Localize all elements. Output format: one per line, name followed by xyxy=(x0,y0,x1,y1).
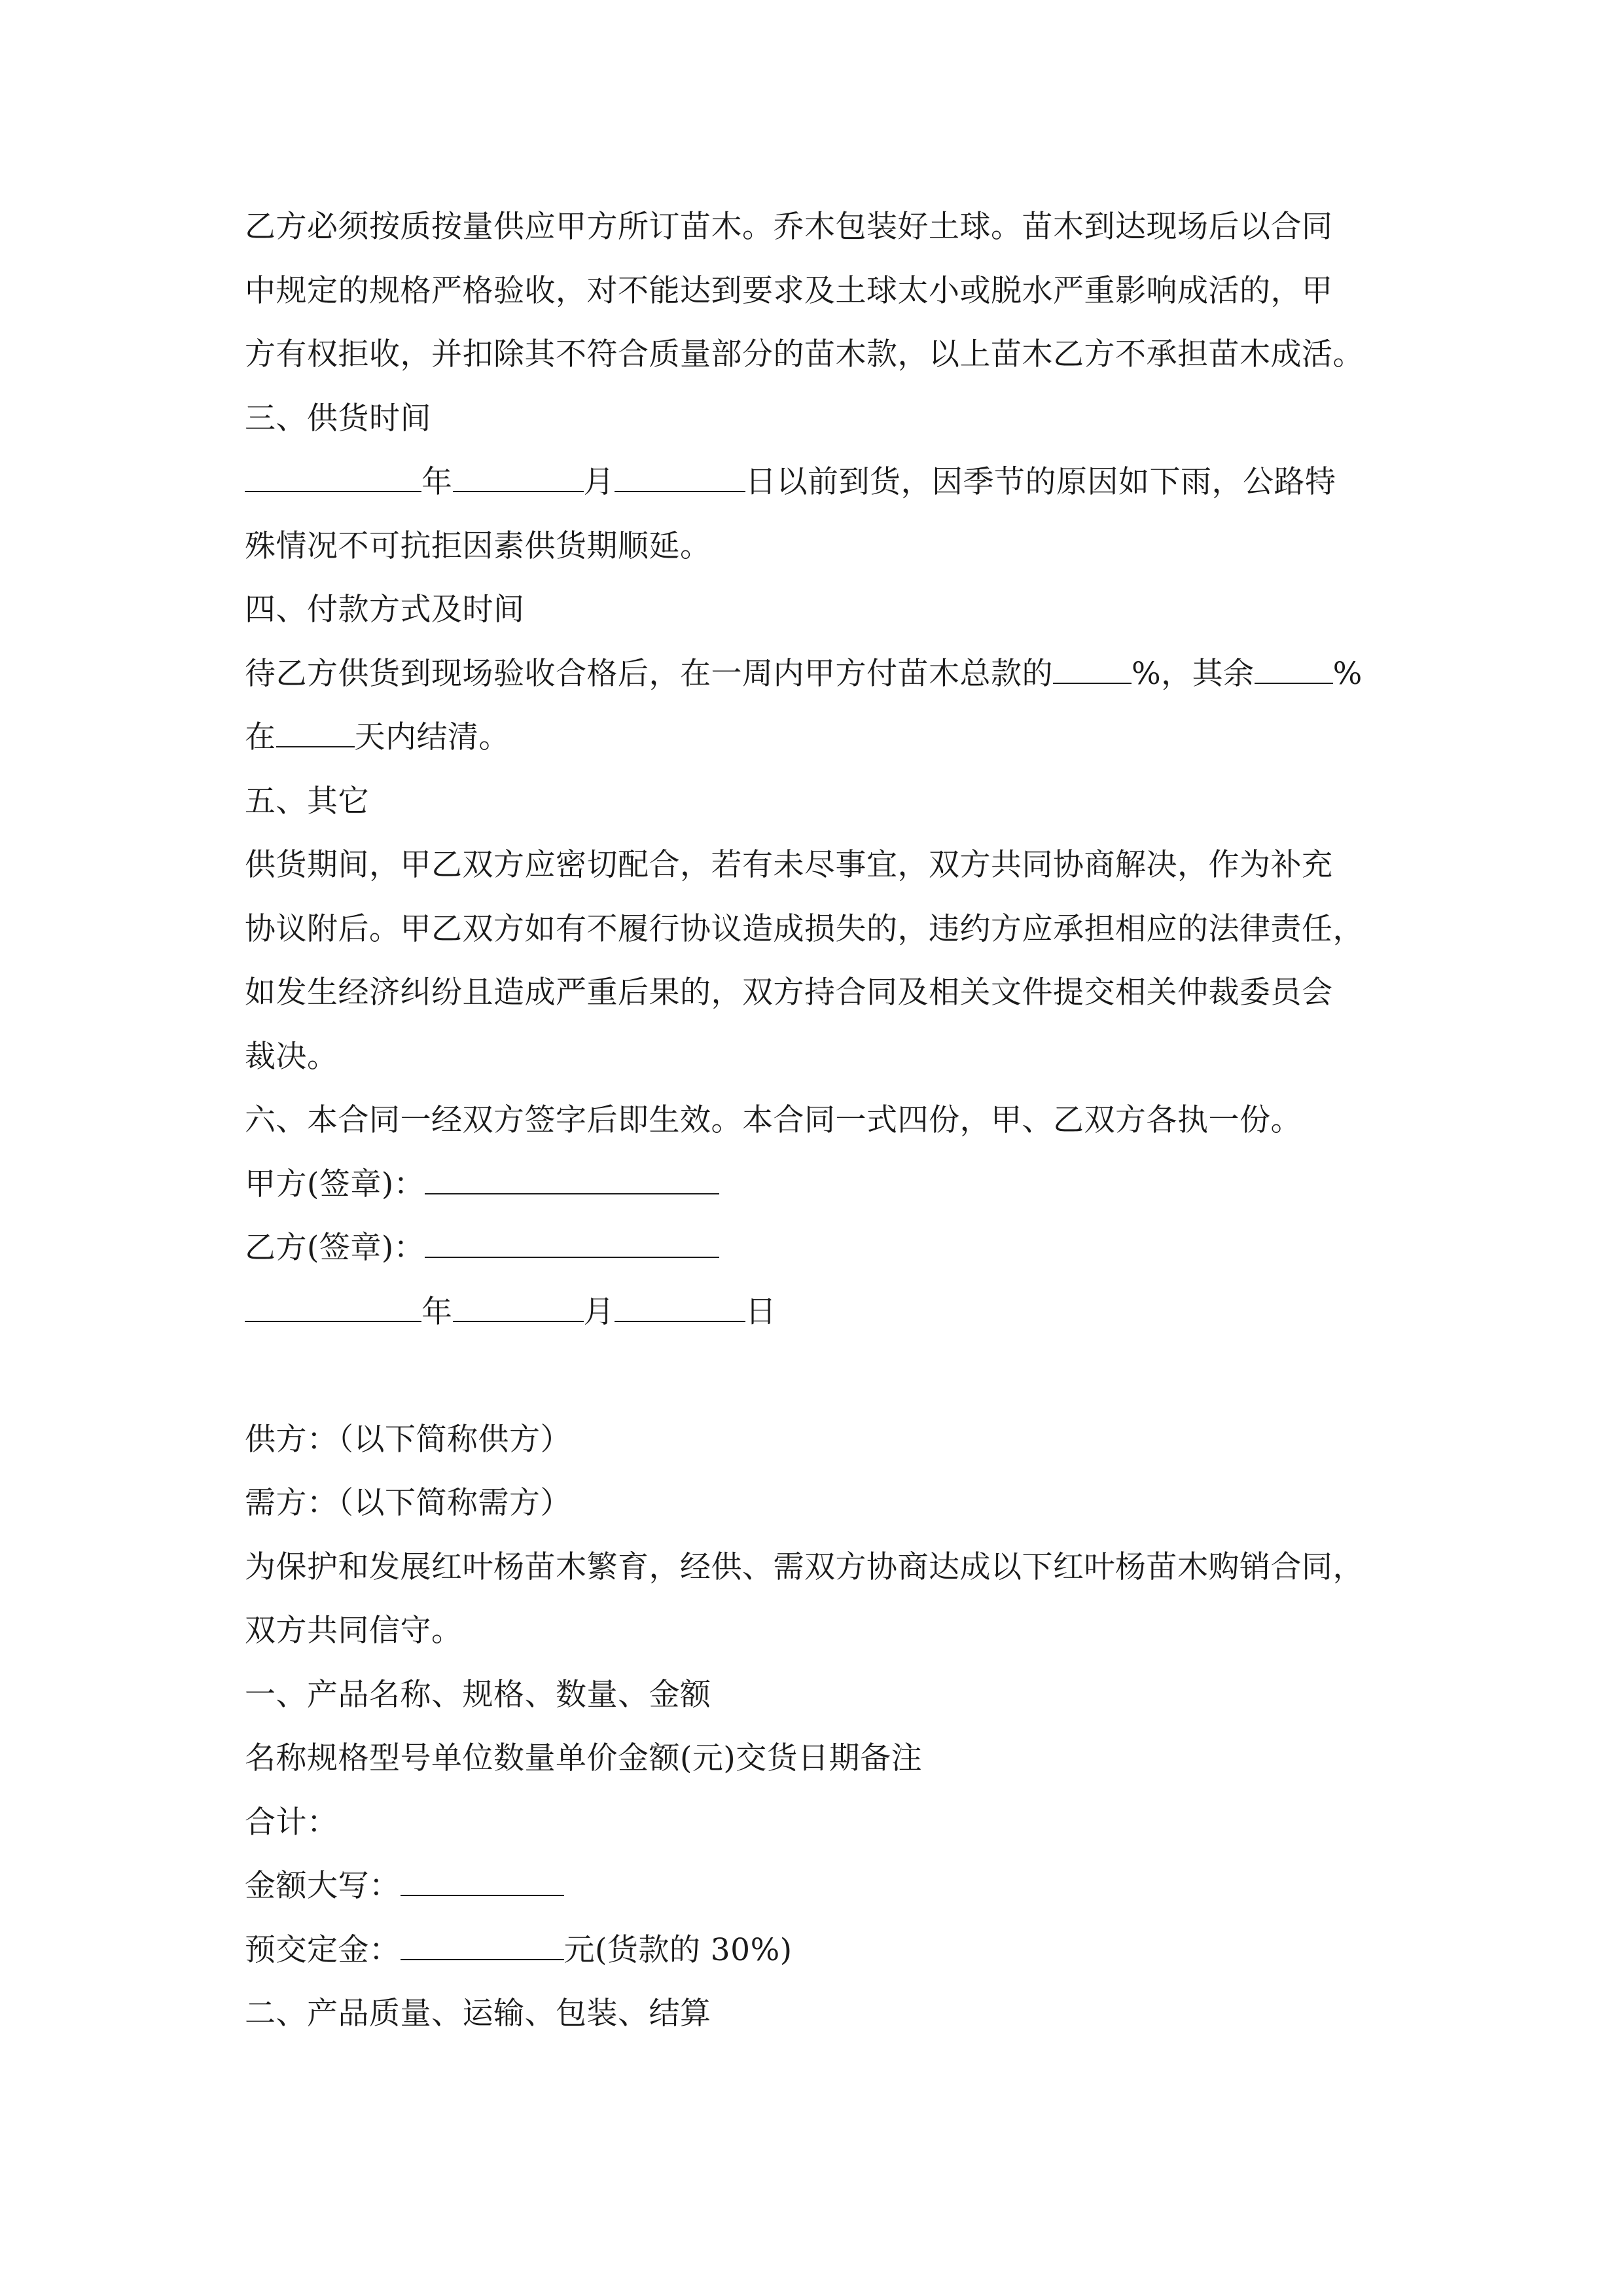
signature-field[interactable] xyxy=(425,1230,719,1258)
paragraph-line: 协议附后。甲乙双方如有不履行协议造成损失的，违约方应承担相应的法律责任， xyxy=(245,910,1364,947)
deposit-line xyxy=(245,1918,1397,1982)
blank-field[interactable] xyxy=(1255,656,1333,684)
buyer-line: 需方：（以下简称需方） xyxy=(245,1485,571,1521)
amount-uppercase-line xyxy=(245,1854,1397,1918)
paragraph-line: 乙方必须按质按量供应甲方所订苗木。乔木包装好土球。苗木到达现场后以合同 xyxy=(245,209,1333,245)
blank-field[interactable] xyxy=(615,465,745,492)
payment-line xyxy=(245,706,1397,770)
payment-text: 在 xyxy=(245,719,276,755)
deposit-label: 预交定金： xyxy=(245,1931,401,1968)
section-heading: 三、供货时间 xyxy=(245,400,431,437)
section-heading: 二、产品质量、运输、包装、结算 xyxy=(245,1996,711,2032)
payment-text: %，其余 xyxy=(1132,655,1255,692)
document-page xyxy=(245,195,1397,2046)
paragraph-line: 双方共同信守。 xyxy=(245,1613,463,1649)
section-heading: 一、产品名称、规格、数量、金额 xyxy=(245,1676,711,1713)
day-label: 日 xyxy=(745,1293,777,1330)
deposit-suffix: 元(货款的 30%) xyxy=(563,1931,793,1968)
payment-line xyxy=(245,642,1397,706)
signature-line-party-a xyxy=(245,1153,1397,1217)
delivery-date-line xyxy=(245,450,1397,514)
blank-field[interactable] xyxy=(276,720,355,747)
section-heading: 五、其它 xyxy=(245,783,369,819)
payment-text: 待乙方供货到现场验收合格后，在一周内甲方付苗木总款的 xyxy=(245,655,1053,692)
delivery-text: 日以前到货，因季节的原因如下雨，公路特 xyxy=(745,464,1336,500)
signature-date-line xyxy=(245,1280,1397,1344)
blank-field[interactable] xyxy=(453,465,584,492)
blank-field[interactable] xyxy=(615,1295,745,1322)
paragraph-line: 如发生经济纠纷且造成严重后果的，双方持合同及相关文件提交相关仲裁委员会 xyxy=(245,975,1333,1011)
paragraph-line: 裁决。 xyxy=(245,1038,338,1075)
blank-field[interactable] xyxy=(453,1295,584,1322)
signature-field[interactable] xyxy=(425,1167,719,1194)
signature-line-party-b xyxy=(245,1216,1397,1280)
blank-field[interactable] xyxy=(245,465,421,492)
payment-text: 天内结清。 xyxy=(354,719,510,755)
paragraph-line: 殊情况不可抗拒因素供货期顺延。 xyxy=(245,528,711,564)
month-label: 月 xyxy=(583,464,615,500)
table-header-line: 名称规格型号单位数量单价金额(元)交货日期备注 xyxy=(245,1740,923,1776)
paragraph-line: 六、本合同一经双方签字后即生效。本合同一式四份，甲、乙双方各执一份。 xyxy=(245,1102,1302,1138)
section-heading: 四、付款方式及时间 xyxy=(245,592,525,628)
party-a-label: 甲方(签章)： xyxy=(245,1166,425,1202)
spacer xyxy=(245,1344,1397,1408)
supplier-line: 供方：（以下简称供方） xyxy=(245,1421,571,1458)
blank-field[interactable] xyxy=(401,1869,564,1896)
paragraph-line: 供货期间，甲乙双方应密切配合，若有未尽事宜，双方共同协商解决，作为补充 xyxy=(245,847,1333,883)
blank-field[interactable] xyxy=(401,1933,564,1960)
paragraph-line: 中规定的规格严格验收，对不能达到要求及土球太小或脱水严重影响成活的，甲 xyxy=(245,272,1333,309)
blank-field[interactable] xyxy=(1053,656,1132,684)
total-line: 合计： xyxy=(245,1804,338,1840)
payment-text: % xyxy=(1332,655,1363,692)
month-label: 月 xyxy=(583,1293,615,1330)
paragraph-line: 为保护和发展红叶杨苗木繁育，经供、需双方协商达成以下红叶杨苗木购销合同， xyxy=(245,1549,1364,1585)
paragraph-line: 方有权拒收，并扣除其不符合质量部分的苗木款，以上苗木乙方不承担苗木成活。 xyxy=(245,336,1364,372)
party-b-label: 乙方(签章)： xyxy=(245,1230,425,1266)
amount-uppercase-label: 金额大写： xyxy=(245,1868,401,1904)
blank-field[interactable] xyxy=(245,1295,421,1322)
year-label: 年 xyxy=(421,1293,453,1330)
year-label: 年 xyxy=(421,464,453,500)
